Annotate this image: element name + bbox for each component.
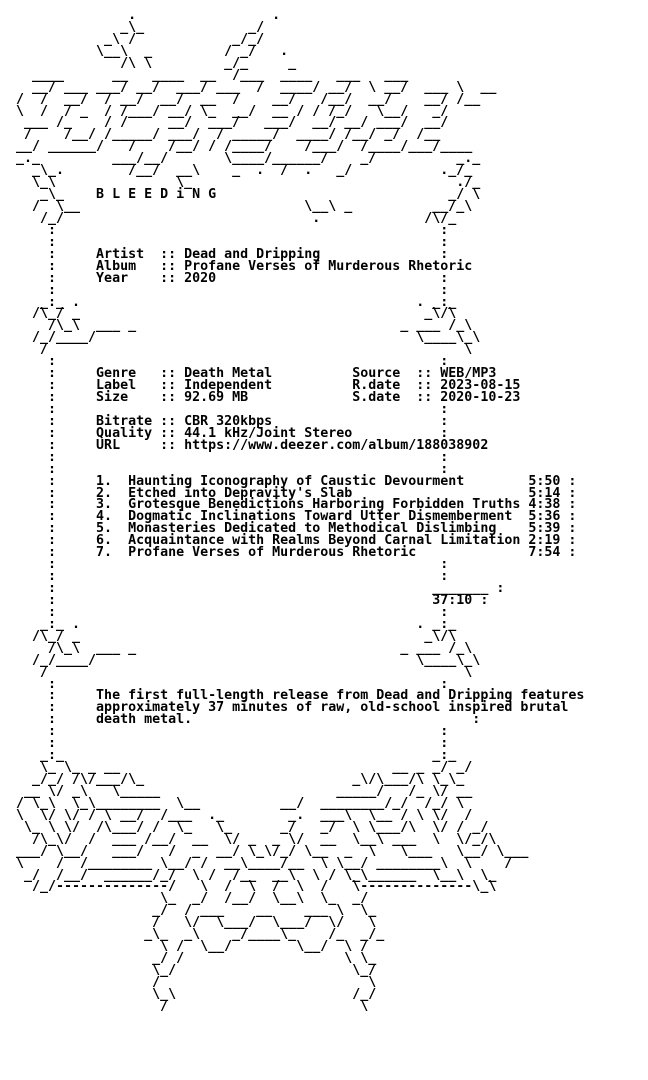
nfo-ascii-art-document: . . _\_ _/ _\ / _/_/ \__\ _ / _/ . /\ \ _/_ _ ____ __ ____ __ /___ ____ ___ ___ __/ ___ ___/ __/ ___/ ___ / ____/ __/ \ __/ ___ \ __ / / __/ / __/ __/ __ / __/ /__/ __/ __/ /__ \ / / _ / /___/ __/ \_ __/ __ / / /_/ \__/ _/ ___ /_ / / __/ ___/ ___/ __/ __/ ___/ __/ / /__/ /_____/ ___/ / _____/ ____/ /__/ _/ /__ __/ ______/ / /__/ / /____/ /___/ /____/___/____ _._ ___/__/ \____/______/ _/ _._ _\_. /__/ __\ _ . / . _/ ._/_ \_\ \_ ./_ _\_ B L E E D i N G _/ \ / \__ \__\ _ __/_\ /_/ . /\/_ : : : : : Artist :: Dead and Dripping : : Album :: Profane Verses of Murderous Rhetoric : Year :: 2020 : : : _:_ . . _:_ /\_/ _ _\/\ /\_\ ___ _ _ ___ /_\ /_/____/ \____\_\ / \ : : : Genre :: Death Metal Source :: WEB/MP3 : Label :: Independent R.date :: 2023-08-15 : Size :: 92.69 MB S.date :: 2020-10-23 : : : Bitrate :: CBR 320kbps : : Quality :: 44.1 kHz/Joint Stereo : : URL :: https://www.deezer.com/album/188038902 : : : : : 1. Haunting Iconography of Caustic Devourment 5:50 : : 2. Etched into Depravity's Slab 5:14 : : 3. Grotesque Benedictions Harboring Forbidden Truths 4:38 : : 4. Dogmatic Inclinations Toward Utter Dismemberment 5:36 : : 5. Monasteries Dedicated to Methodical Dislimbing 5:39 : : 6. Acquaintance with Realms Beyond Carnal Limitation 2:19 : : 7. Profane Verses of Murderous Rhetoric 7:54 : : : : : : _______ : : 37:10 : : : _:_ . . _:_ /\_/ _ _\/\ /\_\ ___ _ _ ___ /_\ /_/____/ \____\_\ / \ : : : The first full-length release from Dead and Dripping features : approximately 37 minutes of raw, old-school inspired brutal : death metal. : : : : : _:_ _:_ \_ \_ _ __ __ _ _/ _/ _/_/ /\/___/\_ _\/\___/\ \_\_ __ \/ _\ \_____ _____/ /_ \/ __ / \_\ \_\________ \__ __/ ________/_/ /_/ \ \ \/ \/ / \ __/ /___ ._ _. ___\ \__ / \ \/ / \_ \ \/ /\___/ / \_ \_ _/ _/ \ \___/\ \/ / _/ /\_\/ / ___ /__/ __ \/ _ _ \/ __ \__\ ___ \ \/_/\ ___/ \__/ ___/ / _ __/ \_\/_/ \__ _ \ \___ \__/ \___ \ / /________ \__/ / __\____/__ \ \__/ ________\ \ / _/ /__/ ______/_/ \ / /__ __\ \ / \_\______ \__\ \_ /_/--------------/ \ / \ / \ / \--------------\_\ \_ _/ /__/ \__\ \_ _/ _/ / ___ __ ___ \ \_ / \/ \___/ \___/ \/ \ _\_ _\ _/____\_ /_ _/_ \ / \__/ \__/ \ / _/ / \ \_ \_/ \_/ / \ \_\ /_/ / \ xyxy=(16,8,585,1014)
